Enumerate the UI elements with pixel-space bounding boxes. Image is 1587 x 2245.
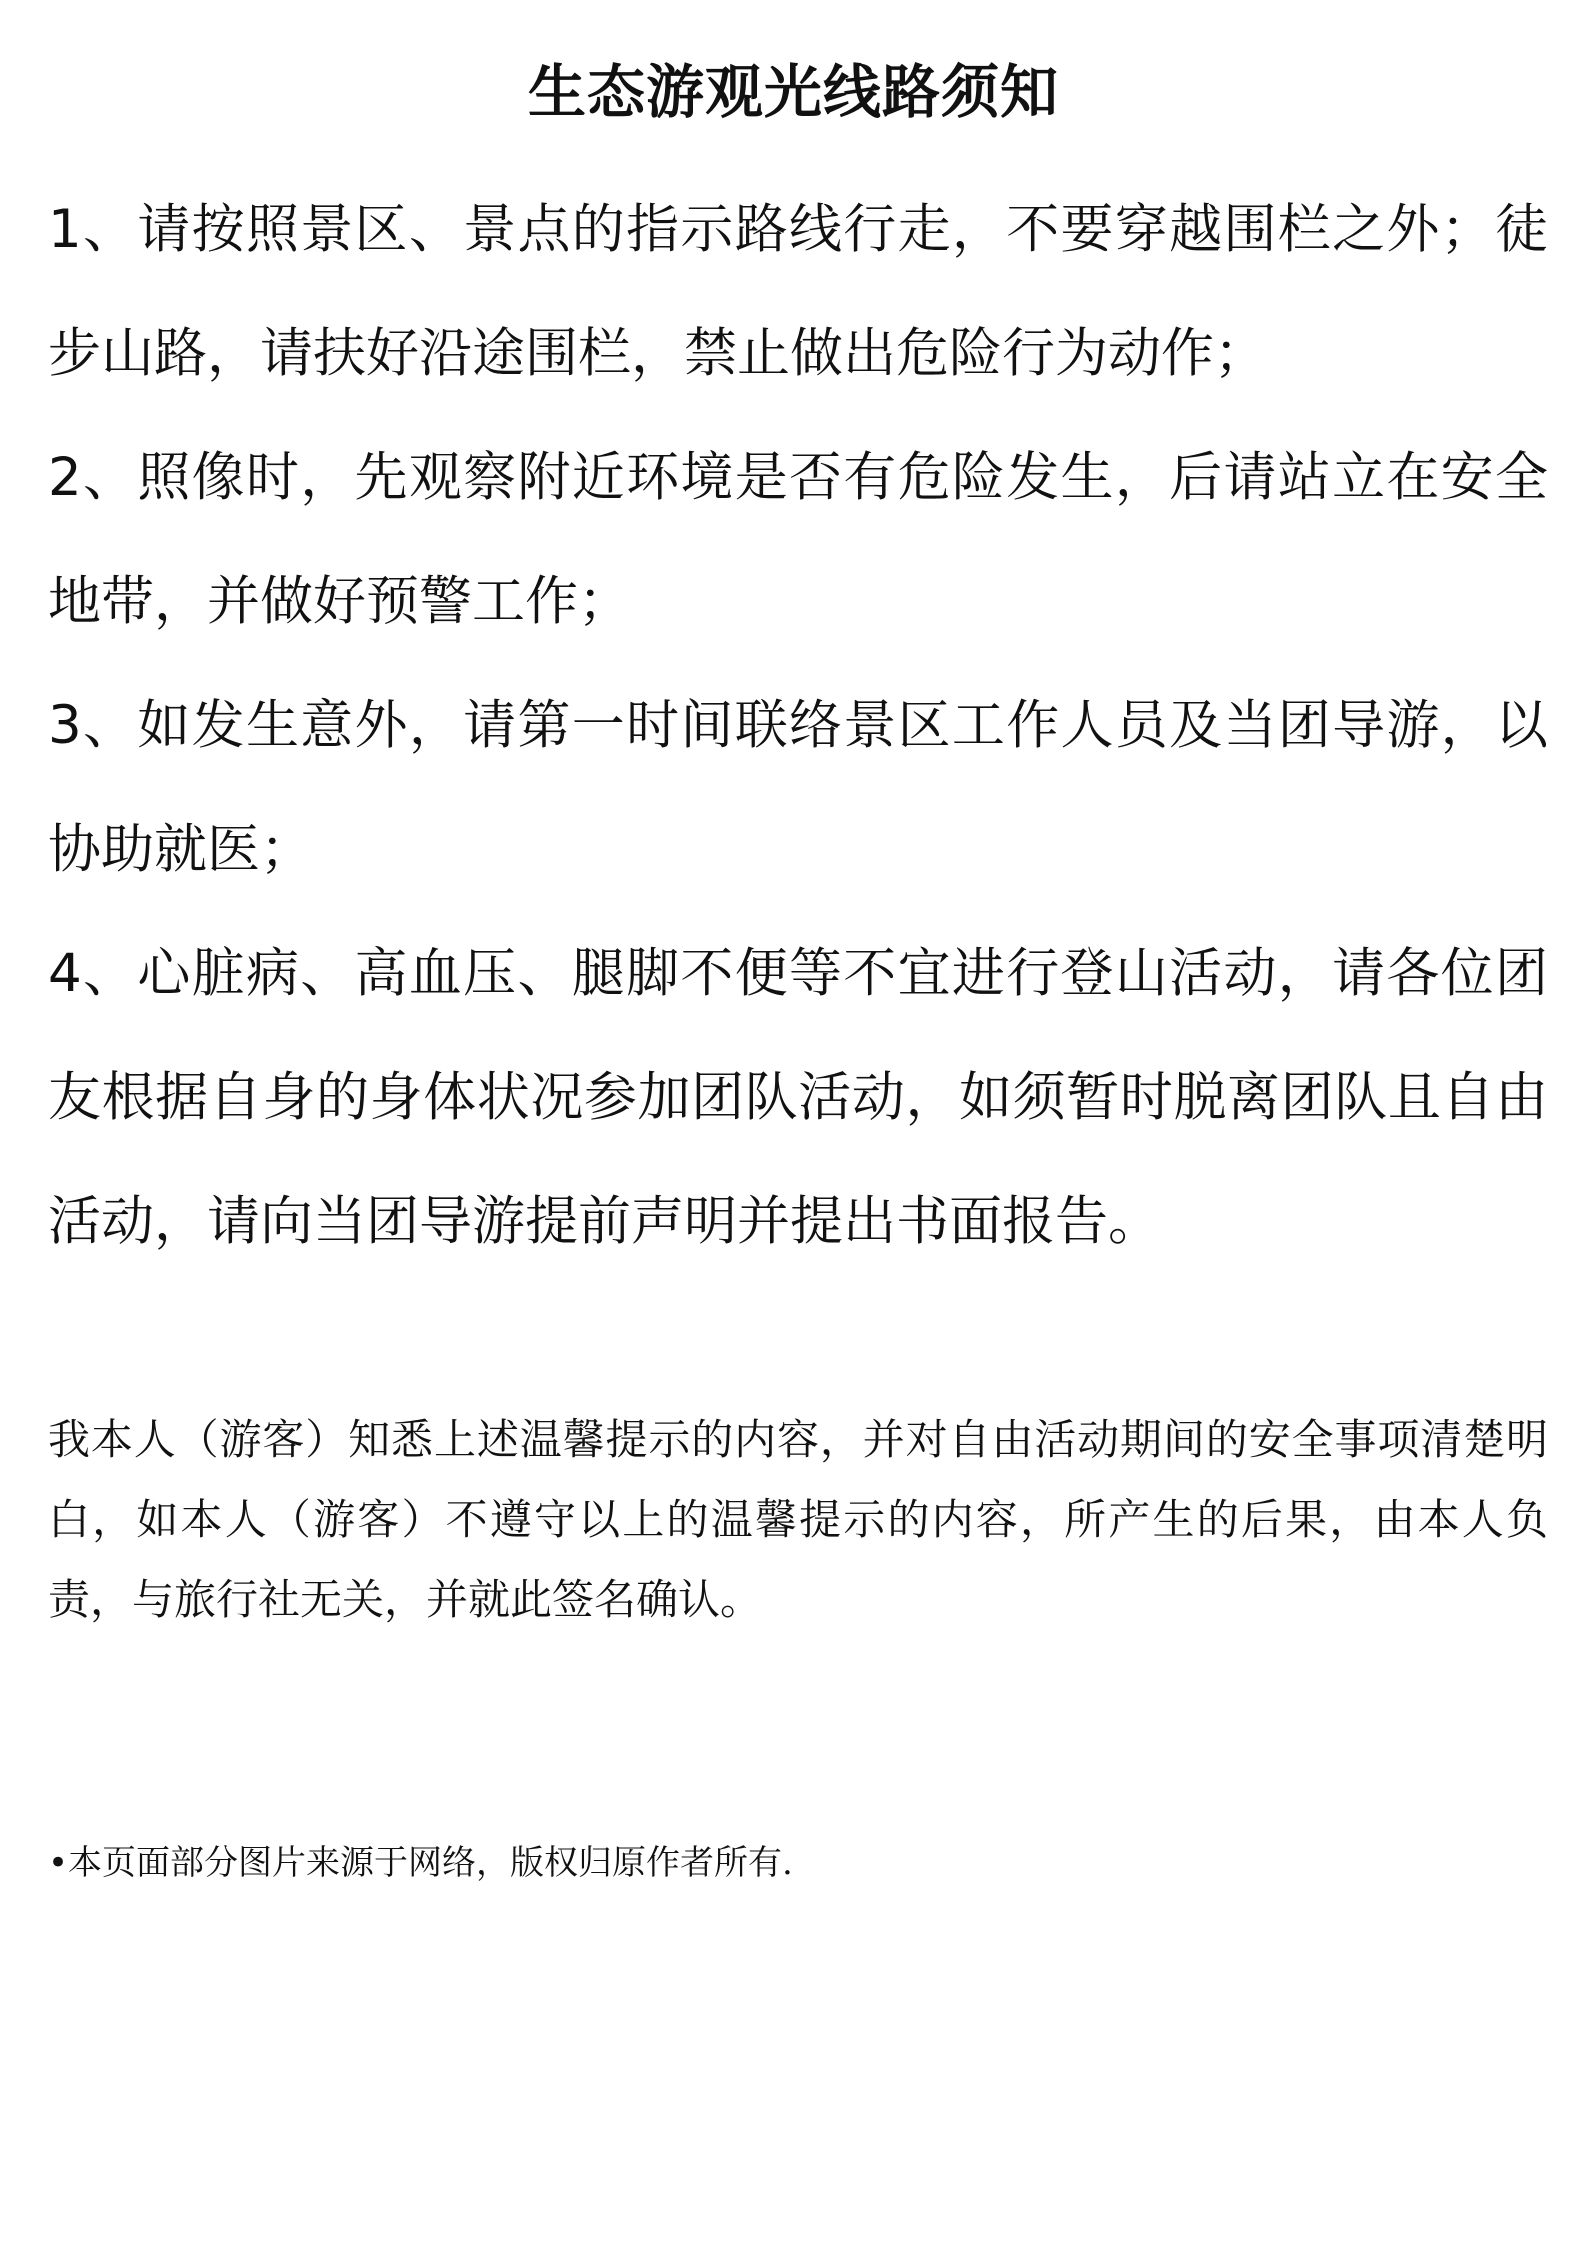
rule-item: 4、心脏病、高血压、腿脚不便等不宜进行登山活动，请各位团友根据自身的身体状况参加团队活动，如须暂时脱离团队且自由活动，请向当团导游提前声明并提出书面报告。	[48, 943, 1548, 1252]
copyright-footnote: •本页面部分图片来源于网络，版权归原作者所有.	[48, 1843, 793, 1883]
rule-item: 2、照像时，先观察附近环境是否有危险发生，后请站立在安全地带，并做好预警工作；	[48, 447, 1548, 632]
rule-item: 1、请按照景区、景点的指示路线行走，不要穿越围栏之外；徒步山路，请扶好沿途围栏，禁止做出危险行为动作；	[48, 199, 1548, 384]
rule-item: 3、如发生意外，请第一时间联络景区工作人员及当团导游，以协助就医；	[48, 695, 1548, 880]
consent-statement: 我本人（游客）知悉上述温馨提示的内容，并对自由活动期间的安全事项清楚明白，如本人（游客）不遵守以上的温馨提示的内容，所产生的后果，由本人负责，与旅行社无关，并就此签名确认。	[48, 1415, 1548, 1624]
document-title: 生态游观光线路须知	[527, 58, 1059, 126]
rules-list	[48, 168, 1548, 1284]
